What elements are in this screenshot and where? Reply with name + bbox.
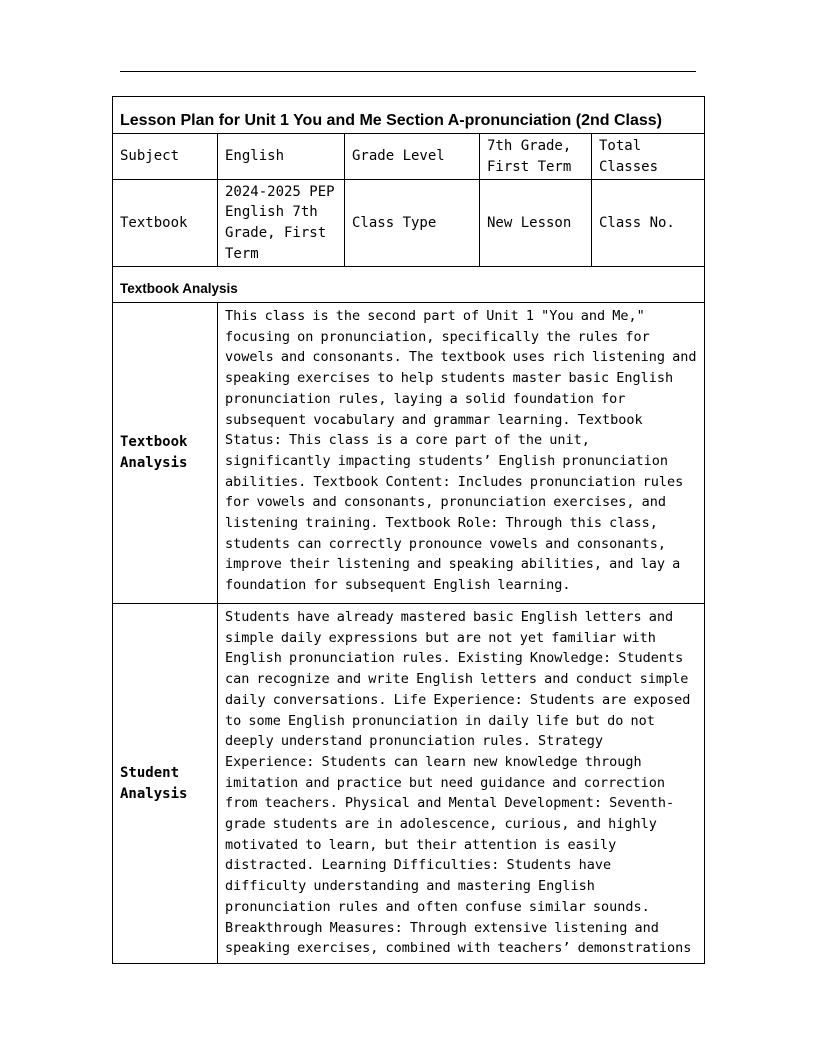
textbook-value: 2024-2025 PEP English 7th Grade, First Term	[218, 180, 345, 267]
textbook-label: Textbook	[113, 180, 218, 267]
textbook-analysis-label: Textbook Analysis	[113, 303, 218, 604]
student-analysis-label: Student Analysis	[113, 604, 218, 964]
class-no-label: Class No.	[592, 180, 705, 267]
grade-level-label: Grade Level	[345, 134, 480, 180]
textbook-analysis-text: This class is the second part of Unit 1 "You and Me," focusing on pronunciation, specifically the rules for vowels and consonants. The textbook uses rich listening and speaking exercises to help students master basic English pronunciation rules, laying a solid foundation for subsequent vocabulary and grammar learning. Textbook Status: This class is a core part of the unit, significantly impacting students’ English pronunciation abilities. Textbook Content: Includes pronunciation rules for vowels and consonants, pronunciation exercises, and listening training. Textbook Role: Through this class, students can correctly pronounce vowels and consonants, improve their listening and speaking abilities, and lay a foundation for subsequent English learning.	[218, 303, 705, 604]
lesson-plan-title: Lesson Plan for Unit 1 You and Me Section A-pronunciation (2nd Class)	[113, 97, 705, 134]
subject-label: Subject	[113, 134, 218, 180]
student-analysis-text: Students have already mastered basic English letters and simple daily expressions but are not yet familiar with English pronunciation rules. Existing Knowledge: Students can recognize and write English letters and conduct simple daily conversations. Life Experience: Students are exposed to some English pronunciation in daily life but do not deeply understand pronunciation rules. Strategy Experience: Students can learn new knowledge through imitation and practice but need guidance and correction from teachers. Physical and Mental Development: Seventh-grade students are in adolescence, curious, and highly motivated to learn, but their attention is easily distracted. Learning Difficulties: Students have difficulty understanding and mastering English pronunciation rules and often confuse similar sounds. Breakthrough Measures: Through extensive listening and speaking exercises, combined with teachers’ demonstrations	[225, 609, 692, 957]
class-type-label: Class Type	[345, 180, 480, 267]
total-classes-label: Total Classes	[592, 134, 705, 180]
grade-level-value: 7th Grade, First Term	[480, 134, 592, 180]
subject-value: English	[218, 134, 345, 180]
lesson-plan-table	[112, 96, 705, 964]
student-analysis-cell	[218, 604, 705, 964]
class-type-value: New Lesson	[480, 180, 592, 267]
page-header-rule	[120, 71, 696, 72]
section-heading: Textbook Analysis	[113, 267, 705, 303]
